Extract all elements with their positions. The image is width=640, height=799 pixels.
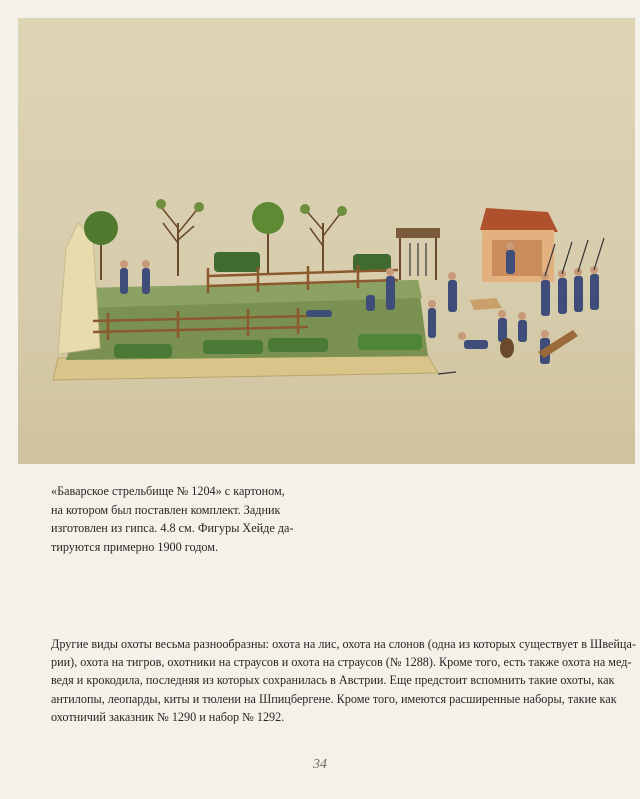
body-line: охотничий заказник № 1290 и набор № 1292.	[51, 709, 285, 724]
photo-caption	[51, 482, 311, 556]
body-line: Другие виды охоты весьма разнообразны: охота на лис, охота на слонов (одна из которых существует в Швейца-	[51, 637, 636, 651]
weapon-rack	[396, 228, 440, 280]
body-line: рии), охота на тигров, охотники на страусов и охота на страусов (№ 1288). Кроме того, есть также охота на мед-	[51, 655, 632, 670]
caption-line: на котором был поставлен комплект. Задник	[51, 502, 281, 517]
page-number: 34	[313, 757, 327, 772]
body-line: антилопы, леопарды, киты и тюлени на Шпицбергене. Кроме того, имеются расширенные наборы, такие как	[51, 691, 617, 706]
photo-illustration	[18, 18, 635, 464]
body-paragraph	[51, 635, 636, 726]
caption-line: изготовлен из гипса. 4.8 см. Фигуры Хейде да-	[51, 521, 294, 536]
caption-line: «Баварское стрельбище № 1204» с картоном,	[51, 484, 285, 498]
caption-line: тируются примерно 1900 годом.	[51, 539, 219, 554]
toy-shooting-range-photo	[18, 18, 635, 464]
body-line: ведя и крокодила, последняя из которых сохранилась в Австрии. Еще предстоит вспомнить такие охоты, как	[51, 673, 615, 688]
